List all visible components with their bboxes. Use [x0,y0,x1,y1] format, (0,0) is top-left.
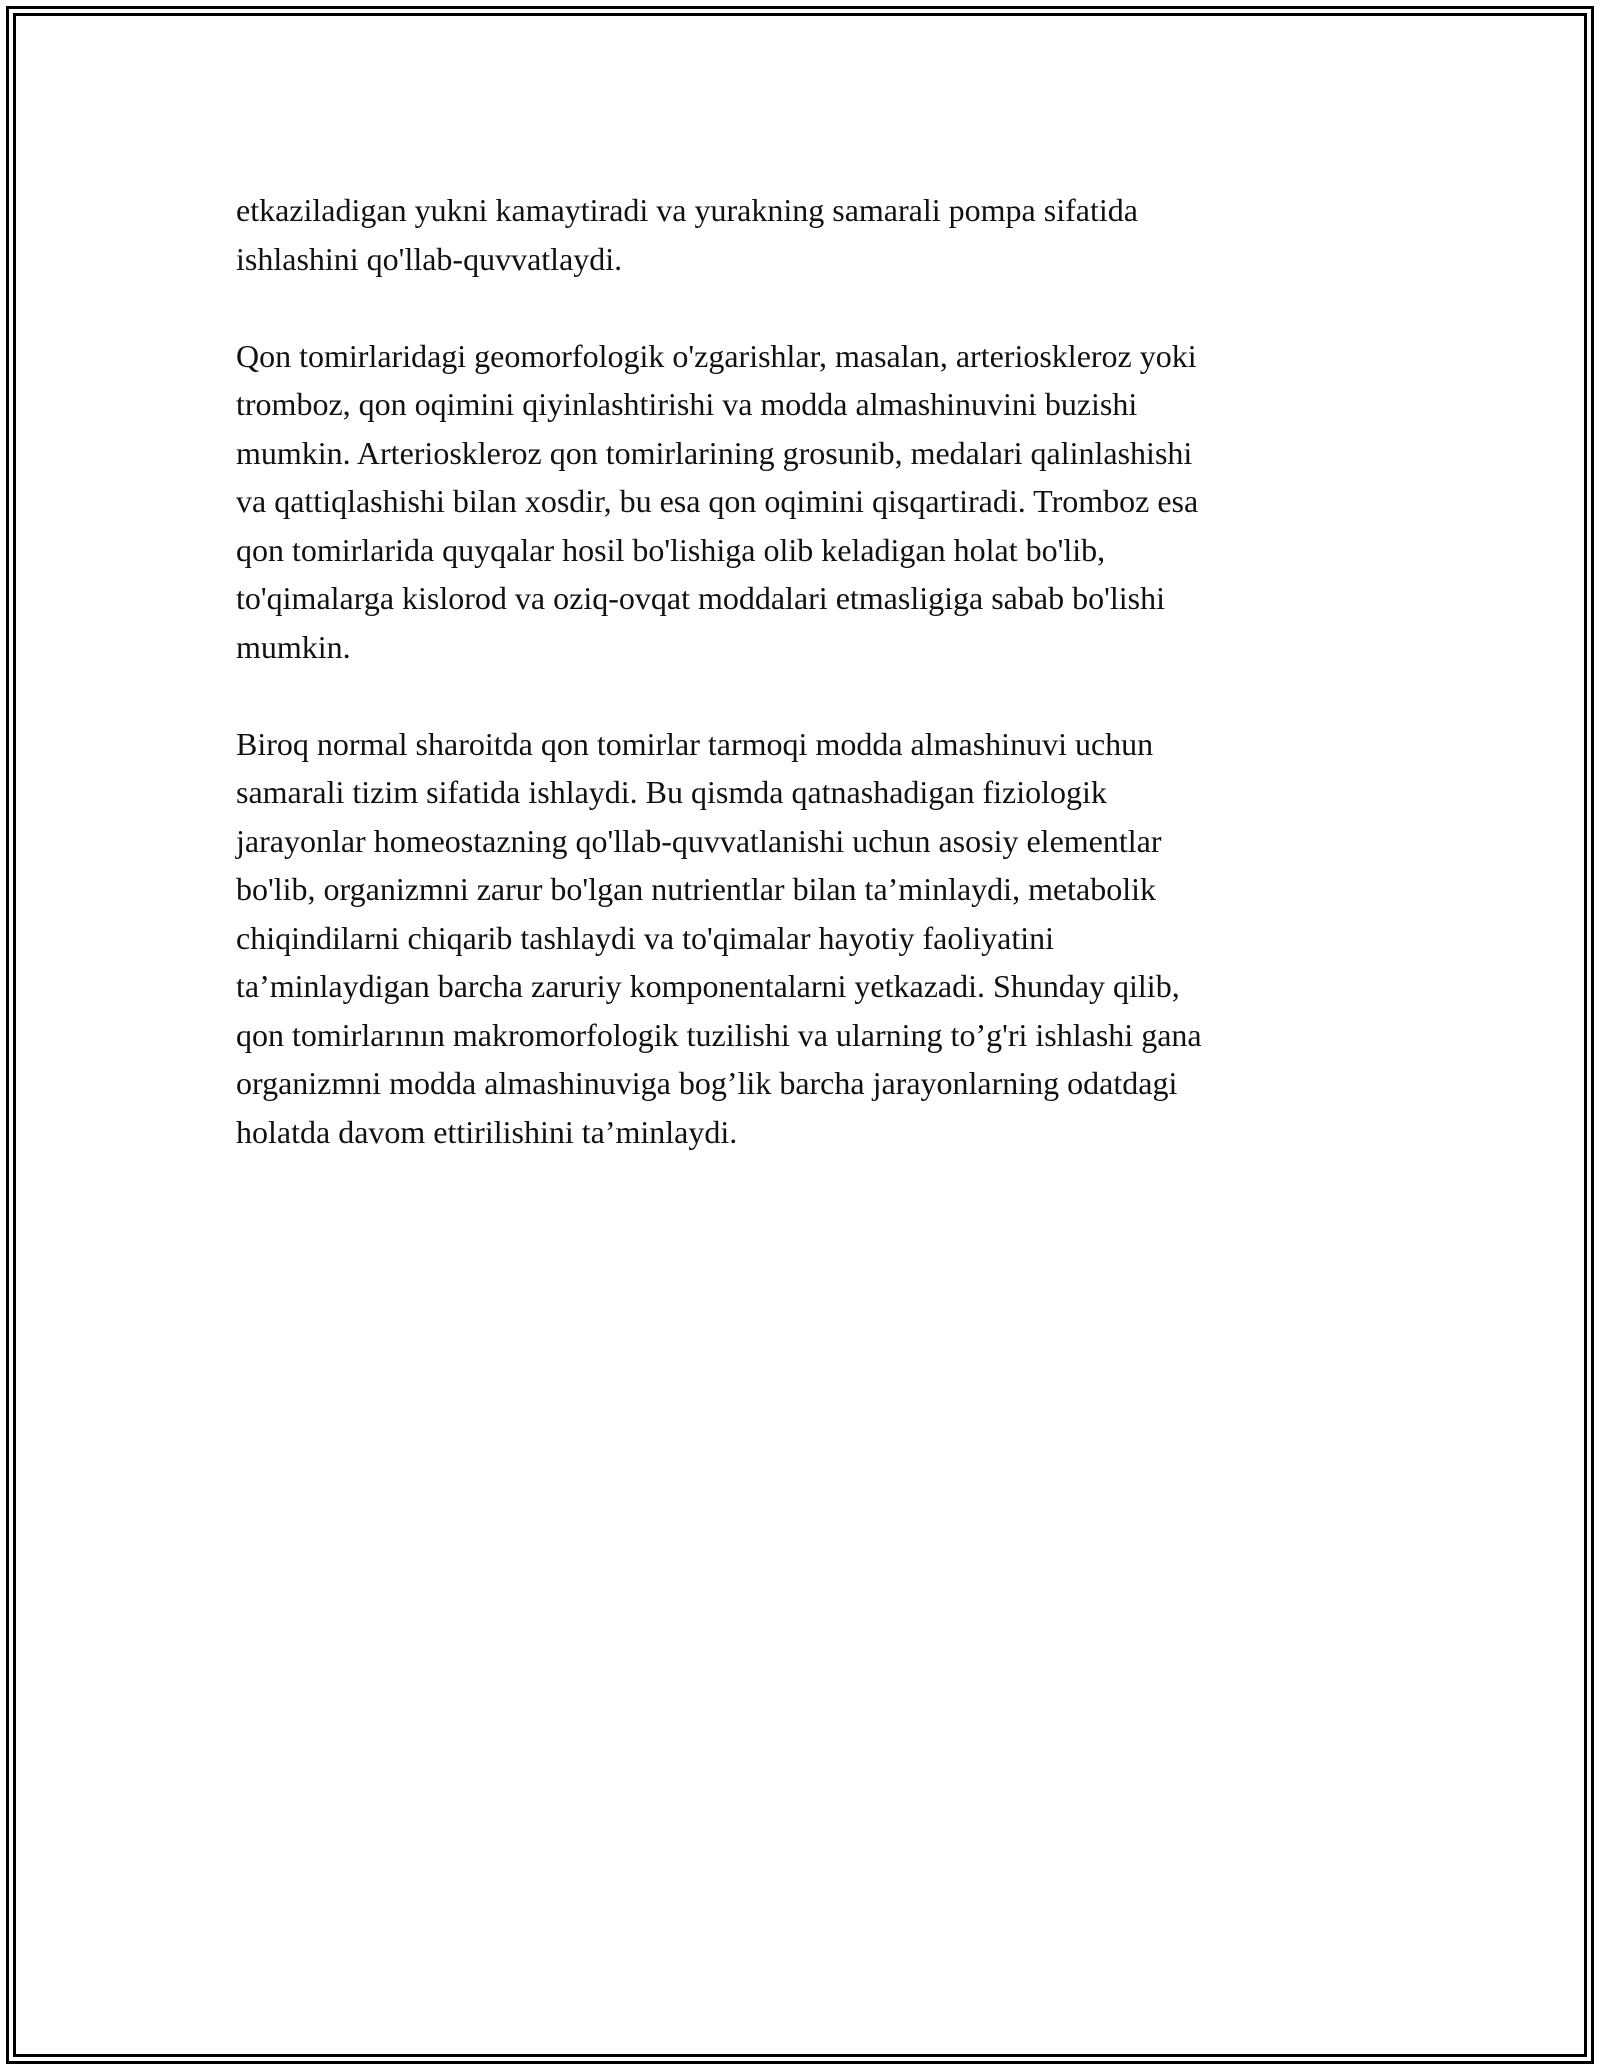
text-line: ta’minlaydigan barcha zaruriy komponentalarni yetkazadi. Shunday qilib, [236,968,1180,1004]
text-line: va qattiqlashishi bilan xosdir, bu esa qon oqimini qisqartiradi. Tromboz esa [236,483,1199,519]
text-line: tromboz, qon oqimini qiyinlashtirishi va modda almashinuvini buzishi [236,386,1138,422]
document-body [236,186,1366,1205]
text-line: samarali tizim sifatida ishlaydi. Bu qismda qatnashadigan fiziologik [236,774,1107,810]
text-line: Biroq normal sharoitda qon tomirlar tarmoqi modda almashinuvi uchun [236,725,1154,762]
paragraph-2 [236,332,1366,672]
text-line: chiqindilarni chiqarib tashlaydi va to'qimalar hayotiy faoliyatini [236,919,1054,956]
paragraph-1 [236,186,1366,283]
paragraph-3 [236,720,1366,1157]
text-line: to'qimalarga kislorod va oziq-ovqat moddalari etmasligiga sabab bo'lishi [236,580,1165,616]
text-line: etkaziladigan yukni kamaytiradi va yurakning samarali pompa sifatida [236,192,1138,228]
text-line: mumkin. Arterioskleroz qon tomirlarining grosunib, medalari qalinlashishi [236,434,1193,471]
text-line: qon tomirlarının makromorfologik tuzilishi va ularning to’g'ri ishlashi gana [236,1016,1202,1053]
text-line: qon tomirlarida quyqalar hosil bo'lishiga olib keladigan holat bo'lib, [236,531,1106,568]
text-line: mumkin. [236,628,351,665]
text-line: jarayonlar homeostazning qo'llab-quvvatlanishi uchun asosiy elementlar [236,822,1162,859]
text-line: bo'lib, organizmni zarur bo'lgan nutrientlar bilan ta’minlaydi, metabolik [236,871,1157,907]
text-line: ishlashini qo'llab-quvvatlaydi. [236,240,623,277]
text-line: organizmni modda almashinuviga bog’lik barcha jarayonlarning odatdagi [236,1065,1178,1101]
text-line: Qon tomirlaridagi geomorfologik o'zgarishlar, masalan, arterioskleroz yoki [236,337,1197,374]
text-line: holatda davom ettirilishini ta’minlaydi. [236,1113,738,1150]
